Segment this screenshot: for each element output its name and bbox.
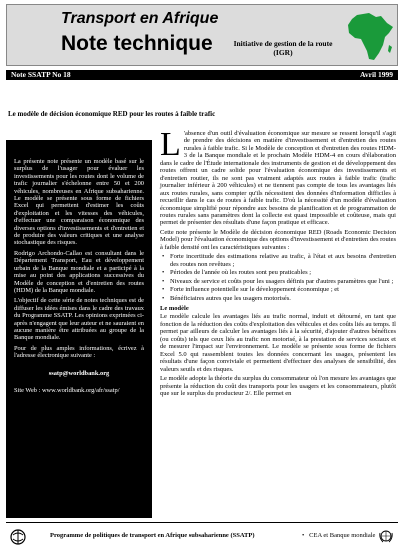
model-paragraph: Le modèle calcule les avantages liés au trafic normal, induit et détourné, en tant que fonction de la réduction des coûts d'exploitation des véhicules et des coûts liés au temps. Il permet par ailleurs de calculer les avantages liés à la sécurité, d'ajouter d'autres bénéfices (ou coûts) tels que ceux liés au trafic non motorisé, à la prestation de services sociaux et de mesurer l'impact sur l'environnement. Le modèle se présente sous forme de fichiers Excel 5.0 qui rassemblent toutes les données concernant les usages, présentent les résultats d'une façon conviviale et permettent d'effectuer des analyses de sensibilité, des valeurs seuils et des risques. [160, 313, 396, 373]
drop-cap: L [160, 126, 181, 163]
publication-title: Transport en Afrique [61, 10, 219, 27]
list-item: • Bénéficiaires autres que les usagers motorisés. [170, 295, 396, 302]
partners-label: • CEA et Banque mondiale [302, 532, 376, 539]
summary-sidebar [6, 140, 152, 518]
intro-paragraph: 'absence d'un outil d'évaluation économique sur mesure se ressent lorsqu'il s'agit de prendre des décisions en matière d'investissement et d'entretien des routes rurales à faible trafic. Si le Modèle de conception et d'entretien des routes HDM-3 de la Banque mondiale et le prochain Modèle HDM-4 en cours d'élaboration dans le cadre de l'Étude internationale des instruments de gestion et de développement des routes offrent un cadre solide pour l'évaluation économique des investissements et d'entretien routier, ils ne sont pas vraiment adaptés aux routes à faible trafic (trafic journalier inférieur à 200 véhicules) et ne tiennent pas compte de tous les avantages liés aux routes rurales, sans compter qu'ils nécessitent des données d'information difficiles à recueillir dans le cas de routes à faible trafic. D'où la nécessité d'un modèle d'évaluation économique simplifié pour répondre aux besoins de planification et de programmation de routes rurales sans paramètres dont la collecte est quasi impossible et coûteuse, mais qui permet de présenter des résultats d'une façon pratique et efficace. [160, 130, 396, 227]
page-footer [6, 522, 398, 549]
initiative-acronym: (IGR) [273, 48, 293, 57]
program-name: Programme de politiques de transport en Afrique subsaharienne (SSATP) [50, 532, 255, 539]
masthead [6, 4, 398, 66]
website-link[interactable]: Site Web : www.worldbank.org/afr/ssatp/ [14, 386, 120, 394]
list-item: • Forte influence potentielle sur le développement économique ; et [170, 286, 396, 293]
publication-subtitle: Note technique [61, 32, 213, 55]
characteristics-list [160, 253, 396, 302]
article-title: Le modèle de décision économique RED pour les routes à faible trafic [8, 110, 216, 118]
article-body [160, 126, 397, 399]
world-bank-logo-icon [10, 529, 26, 545]
author-paragraph: Rodrigo Archondo-Callao est consultant dans le Département Transport, Eau et développement urbain de la Banque mondiale et a participé à la mise au point des applications successives du Modèle de conception et d'entretien des routes (HDM) de la Banque mondiale. [14, 249, 144, 294]
list-item: • Forte incertitude des estimations relative au trafic, à l'état et aux besoins d'entretien des routes non revêtues ; [170, 253, 396, 268]
disclaimer-paragraph: L'objectif de cette série de notes techniques est de diffuser les idées émises dans le cadre des travaux du Programme SSATP. Les opinions exprimées ci-après n'engagent que leur auteur et ne sauraient en aucune manière être attribuées au groupe de la Banque mondiale. [14, 297, 144, 342]
contact-paragraph: Pour de plus amples informations, écrivez à l'adresse électronique suivante : [14, 344, 144, 360]
summary-paragraph: La présente note présente un modèle basé sur le surplus de l'usager pour évaluer les investissements pour les routes dont le volume de trafic journalier s'échelonne entre 50 et 200 véhicules, nombreuses en Afrique subsaharienne. Le modèle se présente sous forme de fichiers Excel qui permettent d'estimer les coûts d'exploitation et les vitesses des véhicules, d'effectuer une comparaison économique des diverses options d'investissements et d'entretien et de produire des valeurs critiques et une analyse stochastique des risques. [14, 158, 144, 247]
scope-paragraph: Cette note présente le Modèle de décision économique RED (Roads Economic Decision Model) pour l'évaluation économique des options d'investissement et d'entretien des routes à faible densité ont les caractéristiques suivantes : [160, 228, 397, 251]
contact-email[interactable]: ssatp@worldbank.org [48, 369, 110, 377]
list-item: • Périodes de l'année où les routes sont peu praticables ; [170, 269, 396, 276]
section-heading: Le modèle [160, 304, 189, 312]
list-item: • Niveaux de service et coûts pour les usagers définis par d'autres paramètres que l'uni ; [170, 278, 396, 285]
theory-paragraph: Le modèle adopte la théorie du surplus du consommateur où l'on mesure les avantages que présente la réduction du coût des transports pour les usagers et les consommateurs, plutôt que sur le surplus du producteur 2/. Elle permet en [160, 375, 396, 397]
africa-map-icon [343, 11, 397, 63]
note-number: Note SSATP No 18 [11, 70, 71, 79]
partners-text: CEA et Banque mondiale [309, 532, 376, 539]
initiative-name: Initiative de gestion de la route [233, 39, 333, 48]
issue-bar [6, 70, 398, 80]
issue-date: Avril 1999 [360, 70, 393, 79]
un-emblem-icon [378, 528, 394, 544]
initiative-label [231, 39, 335, 57]
